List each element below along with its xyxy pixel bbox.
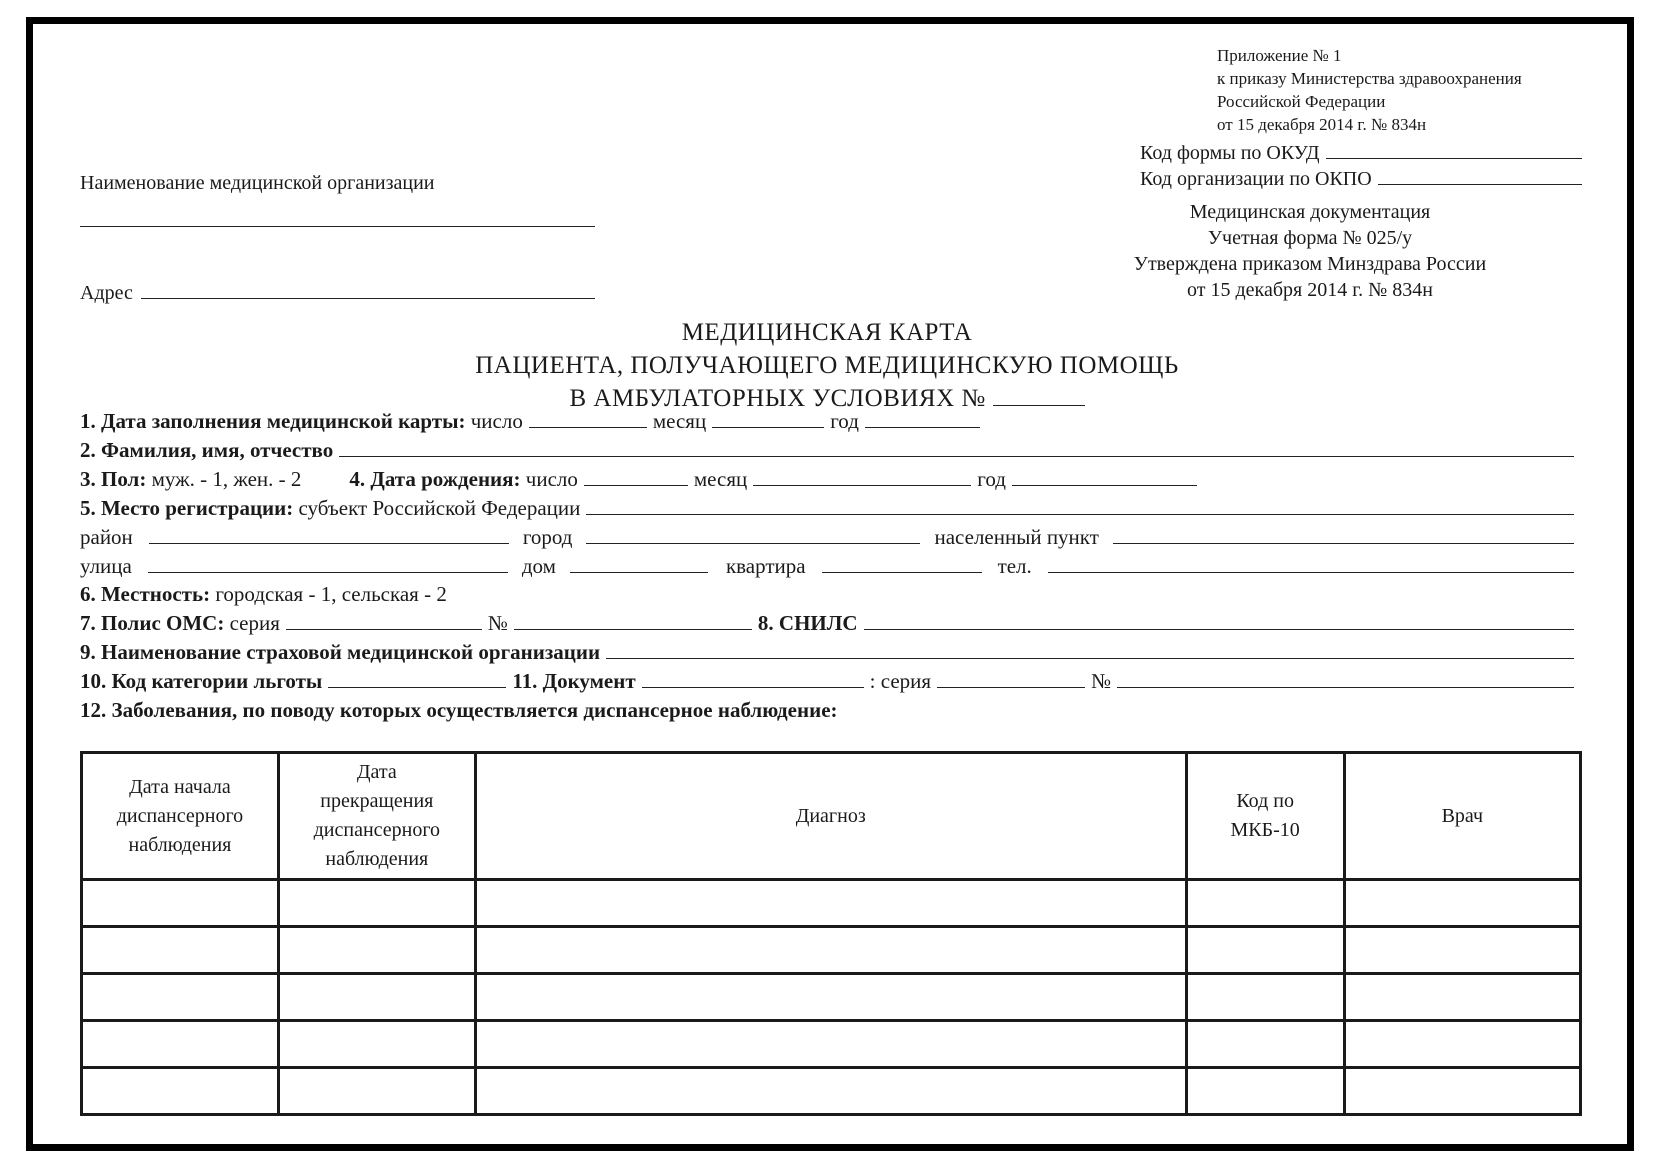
med-doc-line: Утверждена приказом Минздрава России (1133, 253, 1487, 275)
field-12-row (80, 698, 1580, 723)
document-series-label: : серия (869, 669, 932, 693)
apartment-label: квартира (725, 554, 806, 578)
document-field[interactable] (642, 669, 864, 688)
diagnosis-cell[interactable] (475, 880, 1186, 927)
diagnosis-cell[interactable] (475, 1068, 1186, 1115)
card-number-field[interactable] (993, 383, 1085, 406)
field-4-label: 4. Дата рождения: (349, 467, 521, 491)
field-11-label: 11. Документ (512, 669, 636, 693)
apartment-field[interactable] (822, 554, 982, 573)
field-3-4-row (80, 467, 1580, 492)
field-3-label: 3. Пол: (80, 467, 147, 491)
icd10-cell[interactable] (1186, 1021, 1344, 1068)
city-field[interactable] (586, 525, 920, 544)
phone-label: тел. (997, 554, 1032, 578)
start-date-cell[interactable] (82, 1068, 279, 1115)
field-8-label: 8. СНИЛС (757, 611, 858, 635)
phone-field[interactable] (1048, 554, 1574, 573)
field-7-8-row (80, 611, 1580, 636)
policy-series-field[interactable] (286, 611, 482, 630)
address-label: Адрес (80, 282, 133, 304)
address-row (80, 280, 595, 305)
diagnosis-cell[interactable] (475, 1021, 1186, 1068)
col-header-end-date: Дата прекращения диспансерного наблюдения (278, 753, 475, 880)
birth-year-field[interactable] (1012, 467, 1197, 486)
appendix-line: к приказу Министерства здравоохранения (1217, 69, 1522, 88)
month-label: месяц (652, 409, 707, 433)
field-2-row (80, 438, 1580, 463)
end-date-cell[interactable] (278, 880, 475, 927)
snils-field[interactable] (864, 611, 1574, 630)
col-header-diagnosis: Диагноз (475, 753, 1186, 880)
district-field[interactable] (149, 525, 509, 544)
street-label: улица (80, 554, 132, 578)
fill-date-year-field[interactable] (865, 409, 980, 428)
col-header-start-date: Дата начала диспансерного наблюдения (82, 753, 279, 880)
start-date-cell[interactable] (82, 880, 279, 927)
start-date-cell[interactable] (82, 974, 279, 1021)
appendix-line: Российской Федерации (1217, 92, 1386, 111)
table-row (82, 1021, 1581, 1068)
year-label: год (830, 409, 859, 433)
fill-date-month-field[interactable] (712, 409, 824, 428)
doctor-cell[interactable] (1344, 880, 1580, 927)
birth-day-label: число (525, 467, 578, 491)
street-field[interactable] (148, 554, 508, 573)
start-date-cell[interactable] (82, 927, 279, 974)
end-date-cell[interactable] (278, 1068, 475, 1115)
title-line-3: В АМБУЛАТОРНЫХ УСЛОВИЯХ № (569, 385, 986, 412)
doctor-cell[interactable] (1344, 927, 1580, 974)
end-date-cell[interactable] (278, 927, 475, 974)
okud-label: Код формы по ОКУД (1140, 142, 1320, 164)
okud-row (1140, 140, 1582, 166)
house-label: дом (521, 554, 556, 578)
appendix-note (1217, 44, 1522, 136)
address-field[interactable] (141, 280, 595, 299)
appendix-line: Приложение № 1 (1217, 46, 1342, 65)
document-series-field[interactable] (937, 669, 1085, 688)
insurance-org-field[interactable] (606, 640, 1574, 659)
diagnosis-cell[interactable] (475, 974, 1186, 1021)
locality-options[interactable]: городская - 1, сельская - 2 (215, 582, 447, 606)
field-10-label: 10. Код категории льготы (80, 669, 323, 693)
sex-options[interactable]: муж. - 1, жен. - 2 (151, 467, 302, 491)
field-6-row (80, 582, 1580, 607)
doctor-cell[interactable] (1344, 1068, 1580, 1115)
birth-month-field[interactable] (753, 467, 971, 486)
field-9-row (80, 640, 1580, 665)
icd10-cell[interactable] (1186, 974, 1344, 1021)
document-number-field[interactable] (1117, 669, 1574, 688)
med-doc-line: Учетная форма № 025/у (1207, 227, 1413, 249)
table-row (82, 927, 1581, 974)
col-header-icd10: Код по МКБ-10 (1186, 753, 1344, 880)
icd10-cell[interactable] (1186, 1068, 1344, 1115)
house-field[interactable] (570, 554, 708, 573)
settlement-field[interactable] (1113, 525, 1574, 544)
okud-field[interactable] (1326, 140, 1582, 159)
field-6-label: 6. Местность: (80, 582, 211, 606)
subject-field[interactable] (586, 496, 1574, 515)
policy-series-label: серия (229, 611, 280, 635)
full-name-field[interactable] (339, 438, 1574, 457)
doctor-cell[interactable] (1344, 974, 1580, 1021)
city-label: город (522, 525, 573, 549)
title-line-1: МЕДИЦИНСКАЯ КАРТА (681, 319, 973, 346)
field-5-label: 5. Место регистрации: (80, 496, 294, 520)
field-1-label: 1. Дата заполнения медицинской карты: (80, 409, 466, 433)
field-7-label: 7. Полис ОМС: (80, 611, 225, 635)
field-10-11-row (80, 669, 1580, 694)
birth-year-label: год (977, 467, 1006, 491)
field-1-row (80, 409, 1580, 434)
appendix-line: от 15 декабря 2014 г. № 834н (1217, 115, 1427, 134)
field-12-label: 12. Заболевания, по поводу которых осуществляется диспансерное наблюдение: (80, 698, 838, 722)
table-row (82, 974, 1581, 1021)
icd10-cell[interactable] (1186, 880, 1344, 927)
diagnosis-cell[interactable] (475, 927, 1186, 974)
table-row (82, 1068, 1581, 1115)
address-row-2 (80, 554, 1580, 579)
policy-number-field[interactable] (514, 611, 752, 630)
field-5-row (80, 496, 1580, 521)
start-date-cell[interactable] (82, 1021, 279, 1068)
end-date-cell[interactable] (278, 1021, 475, 1068)
document-title (0, 316, 1654, 415)
benefit-code-field[interactable] (328, 669, 506, 688)
title-line-2: ПАЦИЕНТА, ПОЛУЧАЮЩЕГО МЕДИЦИНСКУЮ ПОМОЩЬ (475, 352, 1179, 379)
document-number-label: № (1091, 669, 1112, 693)
okpo-field[interactable] (1378, 166, 1582, 185)
address-row-1 (80, 525, 1580, 550)
policy-number-label: № (487, 611, 508, 635)
form-codes (1140, 140, 1582, 192)
field-2-label: 2. Фамилия, имя, отчество (80, 438, 334, 462)
birth-day-field[interactable] (584, 467, 688, 486)
med-doc-line: Медицинская документация (1189, 201, 1431, 223)
med-doc-line: от 15 декабря 2014 г. № 834н (1187, 279, 1433, 301)
col-header-doctor: Врач (1344, 753, 1580, 880)
med-doc-block (1100, 199, 1520, 303)
doctor-cell[interactable] (1344, 1021, 1580, 1068)
subject-label: субъект Российской Федерации (298, 496, 581, 520)
fill-date-day-field[interactable] (529, 409, 647, 428)
org-name-label: Наименование медицинской организации (80, 172, 435, 194)
settlement-label: населенный пункт (934, 525, 1099, 549)
org-name-field[interactable] (80, 226, 595, 227)
day-label: число (470, 409, 523, 433)
icd10-cell[interactable] (1186, 927, 1344, 974)
okpo-label: Код организации по ОКПО (1140, 168, 1372, 190)
okpo-row (1140, 166, 1582, 192)
field-9-label: 9. Наименование страховой медицинской организации (80, 640, 601, 664)
dispensary-table (80, 751, 1582, 1116)
district-label: район (80, 525, 133, 549)
end-date-cell[interactable] (278, 974, 475, 1021)
table-row (82, 880, 1581, 927)
birth-month-label: месяц (693, 467, 748, 491)
table-header-row (82, 753, 1581, 880)
